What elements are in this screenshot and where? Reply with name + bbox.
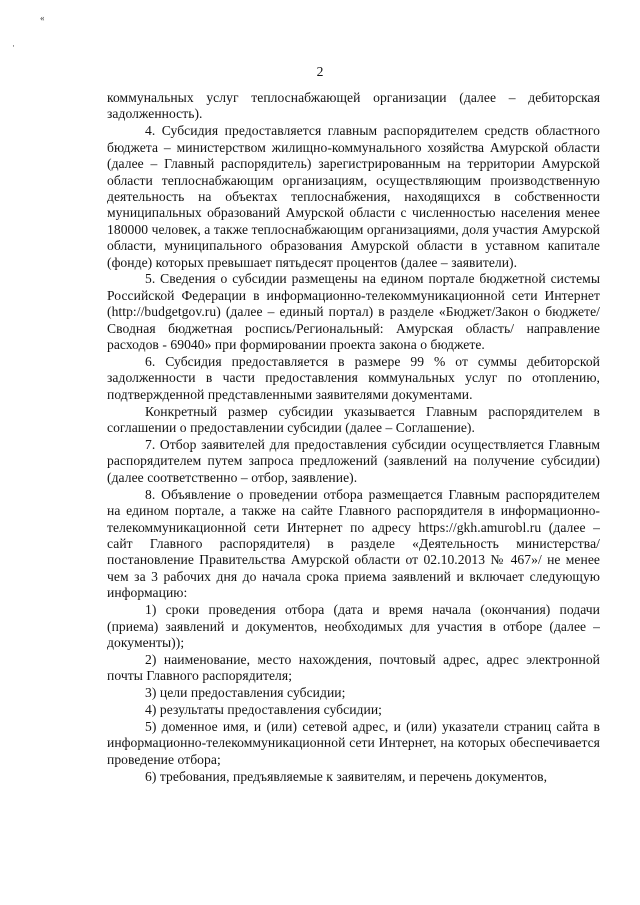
paragraph-6-note: Конкретный размер субсидии указывается Главным распорядителем в соглашении о предоставлении субсидии (далее – Соглашение). — [107, 403, 600, 436]
list-item-6: 6) требования, предъявляемые к заявителям, и перечень документов, — [145, 768, 548, 784]
list-item-2: 2) наименование, место нахождения, почтовый адрес, адрес электронной почты Главного распорядителя; — [107, 651, 600, 684]
list-item-5: 5) доменное имя, и (или) сетевой адрес, и (или) указатели страниц сайта в информационно-телекоммуникационной сети Интернет, на которых обеспечивается проведение отбора; — [107, 718, 600, 767]
list-item-4: 4) результаты предоставления субсидии; — [145, 702, 382, 718]
paragraph-6: 6. Субсидия предоставляется в размере 99 % от суммы дебиторской задолженности в части предоставления коммунальных услуг по отоплению, подтвержденной представленными заявителями документами. — [107, 354, 600, 402]
paragraph-continuation: коммунальных услуг теплоснабжающей организации (далее – дебиторская задолженность). — [107, 90, 600, 122]
corner-mark: « — [40, 13, 45, 23]
corner-dot: · — [12, 41, 15, 51]
page-number: 2 — [316, 64, 324, 79]
paragraph-8: 8. Объявление о проведении отбора размещается Главным распорядителем на едином портале, а также на сайте Главного распорядителя в информационно-телекоммуникационной сети Интернет по адресу https://gkh.amurobl.ru (далее – сайт Главного распорядителя) в разделе «Деятельность министерства/ постановление Правительства Амурской области от 02.10.2013 № 467»/ не менее чем за 3 рабочих дня до начала срока приема заявлений и включает следующую информацию: — [107, 486, 600, 601]
paragraph-4: 4. Субсидия предоставляется главным распорядителем средств областного бюджета – министерством жилищно-коммунального хозяйства Амурской области (далее – Главный распорядитель) зарегистрированным на территории Амурской области теплоснабжающим организациям, осуществляющим производственную деятельность на объектах теплоснабжения, находящихся в собственности муниципальных образований Амурской области с численностью населения менее 180000 человек, а также теплоснабжающим организациями, доля участия Амурской области, муниципального образования Амурской области в уставном капитале (фонде) которых превышает пятьдесят процентов (далее – заявители). — [107, 123, 600, 270]
paragraph-5: 5. Сведения о субсидии размещены на едином портале бюджетной системы Российской Федерации в информационно-телекоммуникационной сети Интернет (http://budgetgov.ru) (далее – единый портал) в разделе «Бюджет/Закон о бюджете/Сводная бюджетная роспись/Региональный: Амурская область/ направление расходов - 69040» при формировании проекта закона о бюджете. — [107, 271, 600, 353]
list-item-3: 3) цели предоставления субсидии; — [145, 685, 346, 701]
list-item-1: 1) сроки проведения отбора (дата и время начала (окончания) подачи (приема) заявлений и документов, необходимых для участия в отборе (далее – документы)); — [107, 602, 600, 650]
body-text — [107, 90, 600, 786]
paragraph-7: 7. Отбор заявителей для предоставления субсидии осуществляется Главным распорядителем путем запроса предложений (заявлений на получение субсидии) (далее соответственно – отбор, заявление). — [107, 437, 600, 485]
